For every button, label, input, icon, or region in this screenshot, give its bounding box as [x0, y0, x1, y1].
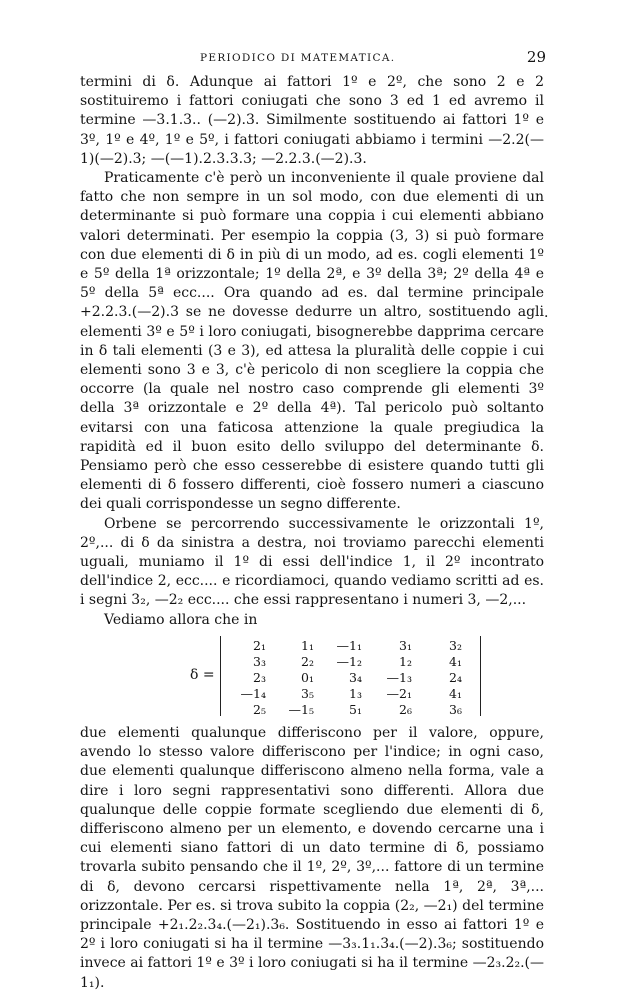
- matrix-cell: 4₁: [449, 685, 462, 701]
- running-title: PERIODICO DI MATEMATICA.: [200, 52, 396, 64]
- matrix-cell: 0₁: [301, 669, 314, 685]
- matrix-row-5: [230, 700, 480, 716]
- matrix-cell: 3₃: [253, 653, 266, 669]
- matrix-cell: —1₄: [240, 685, 266, 701]
- paragraph-conclusion: due elementi qualunque differiscono per il valore, oppure, avendo lo stesso valore differiscono per l'indice; in ogni caso, due elementi qualunque differiscono almeno nella forma, vale a dire i loro segni rappresentativi sono differenti. Allora due qualunque delle coppie formate scegliendo due elementi di δ, differiscono almeno per un elemento, e dovendo cercarne una i cui elementi siano fattori di un dato termine di δ, possiamo trovarla subito pensando che il 1º, 2º, 3º,... fattore di un termine di δ, devono cercarsi rispettivamente nella 1ª, 2ª, 3ª,... orizzontale. Per es. si trova subito la coppia (2₂, —2₁) del termine principale +2₁.2₂.3₄.(—2₁).3₆. Sostituendo in esso ai fattori 1º e 2º i loro coniugati si ha il termine —3₃.1₁.3₄.(—2).3₆; sostituendo invece ai fattori 1º e 3º i loro coniugati si ha il termine —2₃.2₂.(—1₁).: [80, 724, 544, 991]
- paragraph-continuation: termini di δ. Adunque ai fattori 1º e 2º, che sono 2 e 2 sostituiremo i fattori coniugati che sono 3 ed 1 ed avremo il termine —3.1.3.. (—2).3. Similmente sostituendo ai fattori 1º e 3º, 1º e 4º, 1º e 5º, i fattori coniugati abbiamo i termini —2.2(—1)(—2).3; —(—1).2.3.3.3; —2.2.3.(—2).3.: [80, 74, 544, 167]
- matrix-cell: 2₃: [253, 669, 266, 685]
- page-header: [80, 50, 550, 70]
- matrix-cell: 5₁: [349, 701, 362, 717]
- matrix-row-2: [230, 652, 480, 668]
- paragraph-vediamo: Vediamo allora che in: [104, 611, 258, 628]
- matrix-cell: 4₁: [449, 653, 462, 669]
- matrix-cell: 3₁: [399, 637, 412, 653]
- matrix-cell: —1₃: [386, 669, 412, 685]
- matrix-cell: —1₁: [336, 637, 362, 653]
- matrix-cell: 3₆: [449, 701, 462, 717]
- matrix-cell: 2₆: [399, 701, 412, 717]
- matrix-cell: 1₃: [349, 685, 362, 701]
- matrix-cell: 2₁: [253, 637, 266, 653]
- margin-mark: ·: [544, 309, 549, 325]
- matrix-cell: 3₂: [449, 637, 462, 653]
- determinant-left-bar: [220, 636, 221, 716]
- paragraph-orbene: Orbene se percorrendo successivamente le orizzontali 1º, 2º,... di δ da sinistra a destra, noi troviamo parecchi elementi uguali, muniamo il 1º di essi dell'indice 1, il 2º incontrato dell'indice 2, ecc.... e ricordiamoci, quando vediamo scritti ad es. i segni 3₂, —2₂ ecc.... che essi rappresentano i numeri 3, —2,...: [80, 515, 544, 609]
- matrix-cell: —2₁: [386, 685, 412, 701]
- page-number: 29: [526, 48, 546, 66]
- matrix-cell: —1₂: [336, 653, 362, 669]
- matrix-cell: —1₅: [288, 701, 314, 717]
- matrix-row-4: [230, 684, 480, 700]
- matrix-cell: 3₅: [301, 685, 314, 701]
- matrix-cell: 2₅: [253, 701, 266, 717]
- matrix-row-1: [230, 636, 480, 652]
- determinant-label: δ =: [190, 666, 215, 683]
- determinant-right-bar: [480, 636, 481, 716]
- matrix-cell: 1₁: [301, 637, 314, 653]
- matrix-cell: 1₂: [399, 653, 412, 669]
- matrix-cell: 3₄: [349, 669, 362, 685]
- determinant-matrix: [190, 634, 544, 720]
- matrix-row-3: [230, 668, 480, 684]
- matrix-cell: 2₄: [449, 669, 462, 685]
- body-text: [80, 73, 544, 993]
- paragraph-inconveniente: Praticamente c'è però un inconveniente il quale proviene dal fatto che non sempre in un sol modo, con due elementi di un determinante si può formare una coppia i cui elementi abbiano valori determinati. Per esempio la coppia (3, 3) si può formare con due elementi di δ in più di un modo, ad es. cogli elementi 1º e 5º della 1ª orizzontale; 1º della 2ª, e 3º della 3ª; 2º della 4ª e 5º della 5ª ecc.... Ora quando ad es. dal termine principale +2.2.3.(—2).3 se ne dovesse dedurre un altro, sostituendo agli elementi 3º e 5º i loro coniugati, bisognerebbe dapprima cercare in δ tali elementi (3 e 3), ed attesa la pluralità delle coppie i cui elementi sono 3 e 3, c'è pericolo di non scegliere la coppia che occorre (la quale nel nostro caso comprende gli elementi 3º della 3ª orizzontale e 2º della 4ª). Tal pericolo può soltanto evitarsi con una faticosa attenzione la quale pregiudica la rapidità ed il buon esito dello sviluppo del determinante δ. Pensiamo però che esso cesserebbe di esistere quando tutti gli elementi di δ fossero differenti, cioè fossero numeri a ciascuno dei quali corrispondesse un segno differente.: [80, 170, 544, 513]
- matrix-cell: 2₂: [301, 653, 314, 669]
